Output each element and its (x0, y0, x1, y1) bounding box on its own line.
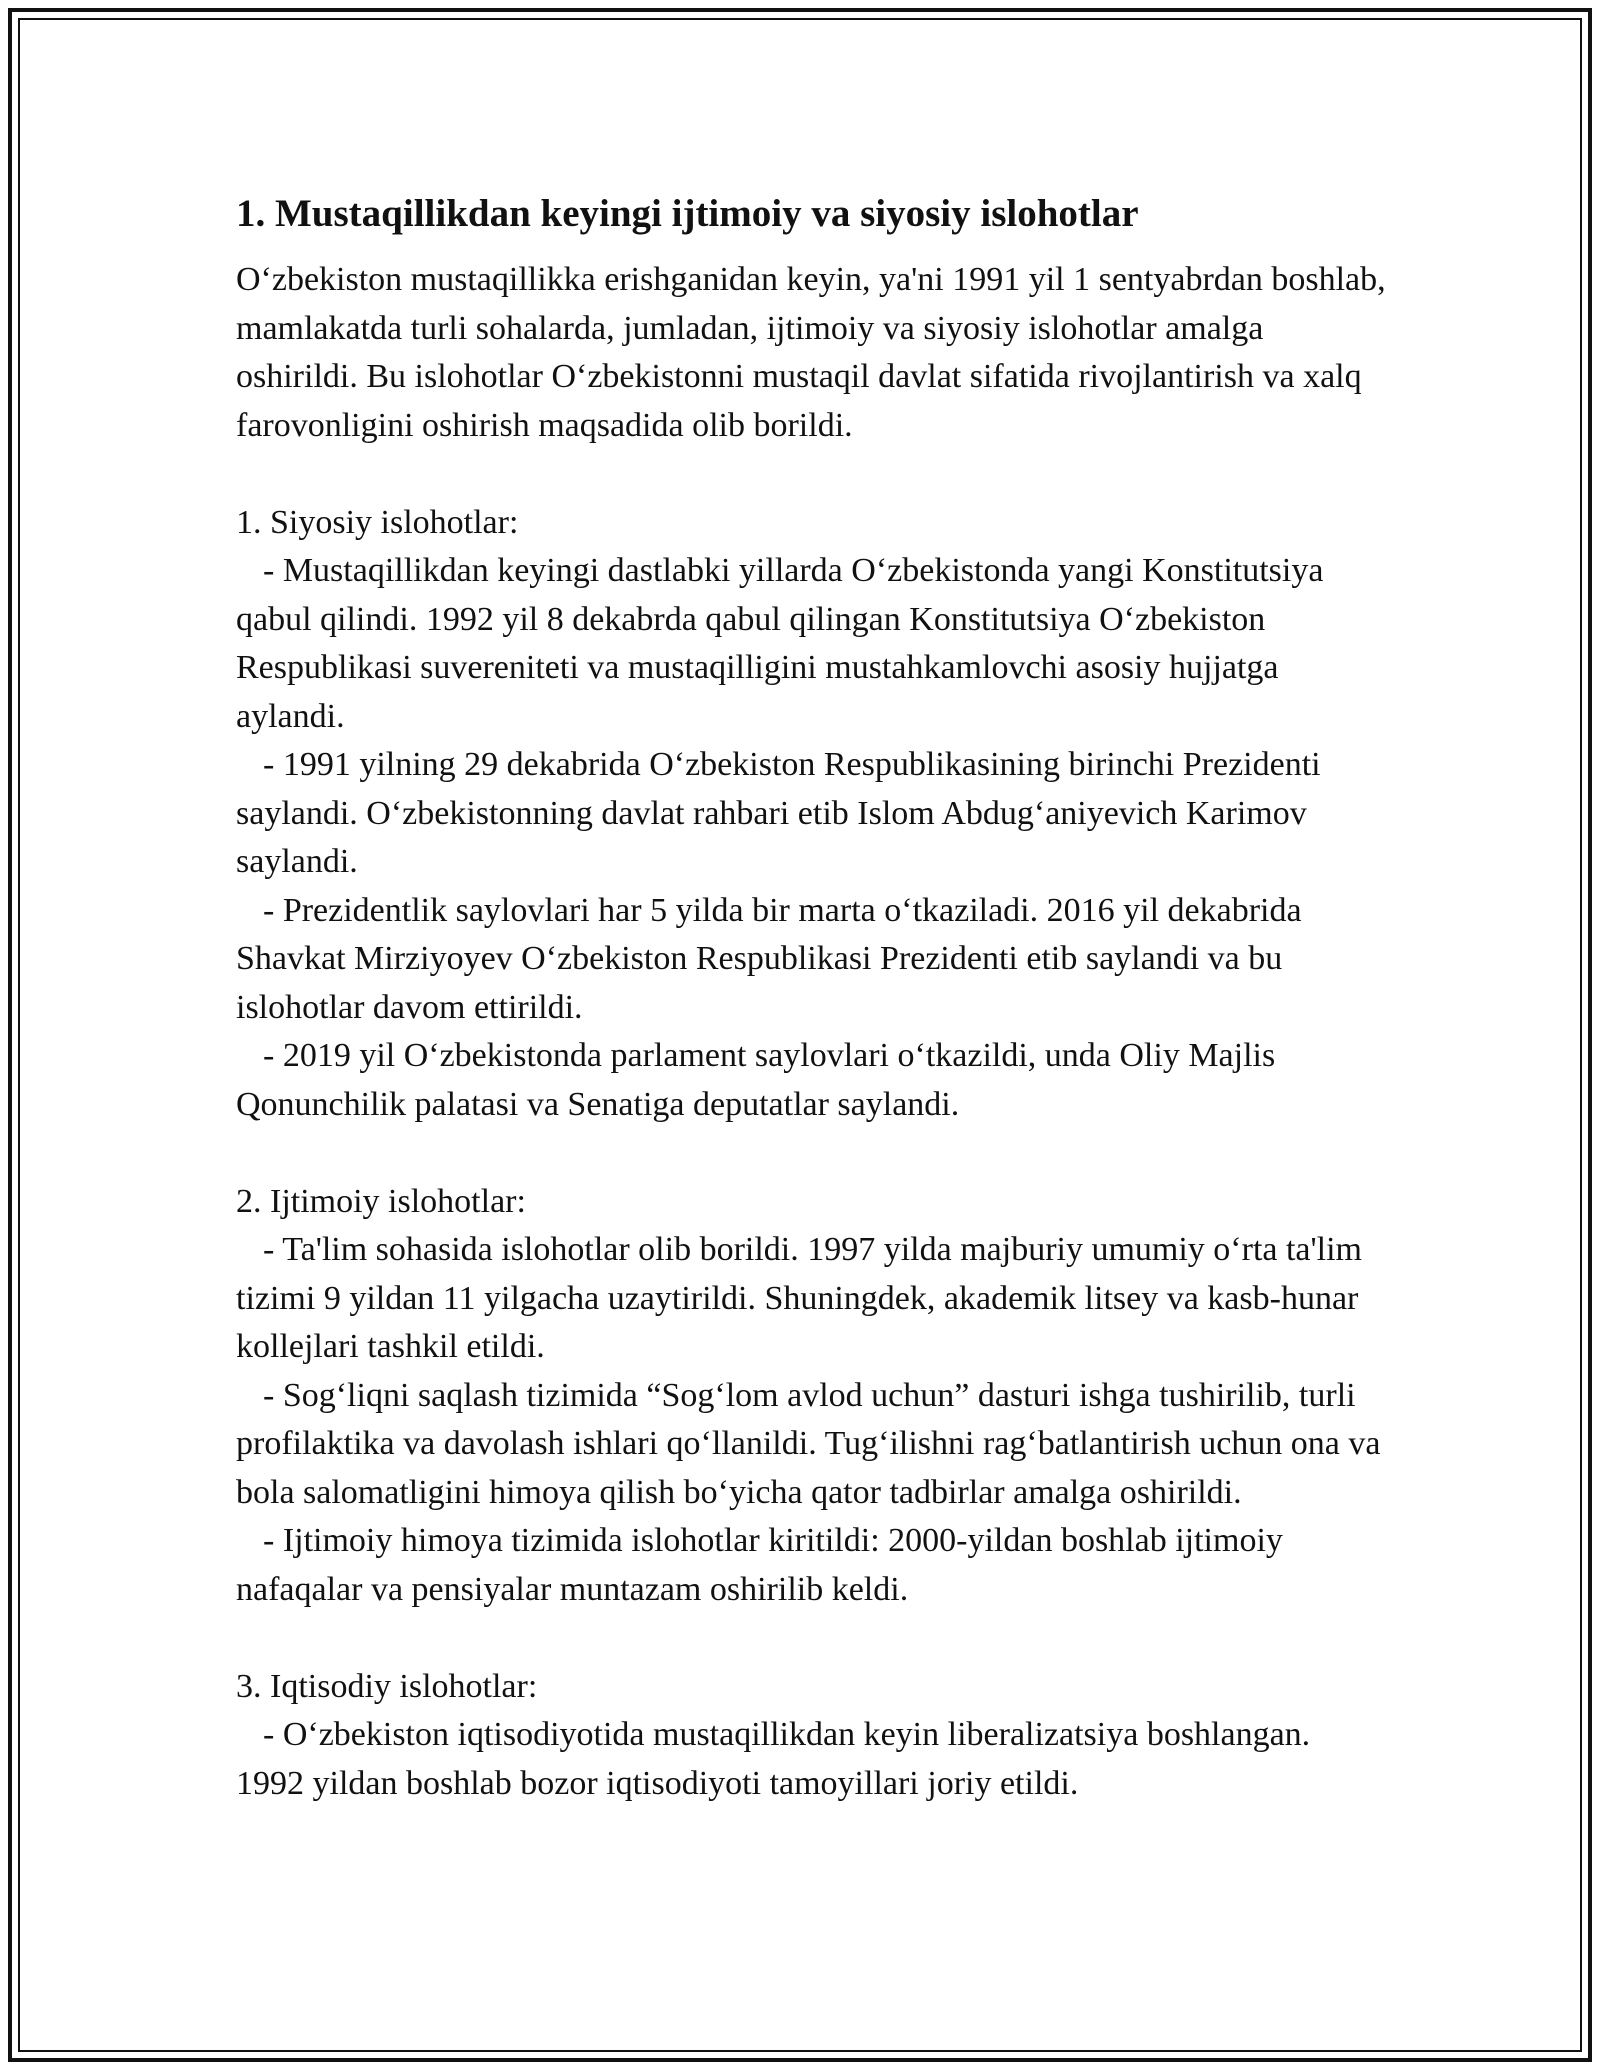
section-heading: 1. Siyosiy islohotlar: (236, 503, 519, 541)
list-item: - Prezidentlik saylovlari har 5 yilda bir marta o‘tkaziladi. 2016 yil dekabrida Shavkat Mirziyoyev O‘zbekiston Respublikasi Prezidenti etib saylandi va bu islohotlar davom ettirildi. (236, 891, 1302, 1026)
list-item: - Ta'lim sohasida islohotlar olib borildi. 1997 yilda majburiy umumiy o‘rta ta'lim tizimi 9 yildan 11 yilgacha uzaytirildi. Shuningdek, akademik litsey va kasb-hunar kollejlari tashkil etildi. (236, 1231, 1362, 1365)
list-item: - Mustaqillikdan keyingi dastlabki yillarda O‘zbekistonda yangi Konstitutsiya qabul qilindi. 1992 yil 8 dekabrda qabul qilingan Konstitutsiya O‘zbekiston Respublikasi suvereniteti va mustaqilligini mustahkamlovchi asosiy hujjatga aylandi. (236, 552, 1324, 735)
section-social-reforms (236, 1178, 1386, 1615)
list-item: - Sog‘liqni saqlash tizimida “Sog‘lom avlod uchun” dasturi ishga tushirilib, turli profilaktika va davolash ishlari qo‘llanildi. Tug‘ilishni rag‘batlantirish uchun ona va bola salomatligini himoya qilish bo‘yicha qator tadbirlar amalga oshirildi. (236, 1376, 1381, 1511)
section-economic-reforms (236, 1663, 1386, 1809)
list-item: - Ijtimoiy himoya tizimida islohotlar kiritildi: 2000-yildan boshlab ijtimoiy nafaqalar va pensiyalar muntazam oshirilib keldi. (236, 1522, 1283, 1608)
list-item: - 1991 yilning 29 dekabrida O‘zbekiston Respublikasining birinchi Prezidenti saylandi. O‘zbekistonning davlat rahbari etib Islom Abdug‘aniyevich Karimov saylandi. (236, 746, 1321, 880)
document-page (236, 186, 1386, 1808)
list-item: - 2019 yil O‘zbekistonda parlament saylovlari o‘tkazildi, unda Oliy Majlis Qonunchilik palatasi va Senatiga deputatlar saylandi. (236, 1037, 1276, 1123)
section-heading: 3. Iqtisodiy islohotlar: (236, 1667, 538, 1705)
list-item: - O‘zbekiston iqtisodiyotida mustaqillikdan keyin liberalizatsiya boshlangan. 1992 yildan boshlab bozor iqtisodiyoti tamoyillari joriy etildi. (236, 1716, 1311, 1802)
document-title: 1. Mustaqillikdan keyingi ijtimoiy va siyosiy islohotlar (236, 192, 1139, 235)
section-political-reforms (236, 499, 1386, 1130)
section-heading: 2. Ijtimoiy islohotlar: (236, 1182, 526, 1220)
intro-paragraph: O‘zbekiston mustaqillikka erishganidan keyin, ya'ni 1991 yil 1 sentyabrdan boshlab, mamlakatda turli sohalarda, jumladan, ijtimoiy va siyosiy islohotlar amalga oshirildi. Bu islohotlar O‘zbekistonni mustaqil davlat sifatida rivojlantirish va xalq farovonligini oshirish maqsadida olib borildi. (236, 261, 1386, 444)
